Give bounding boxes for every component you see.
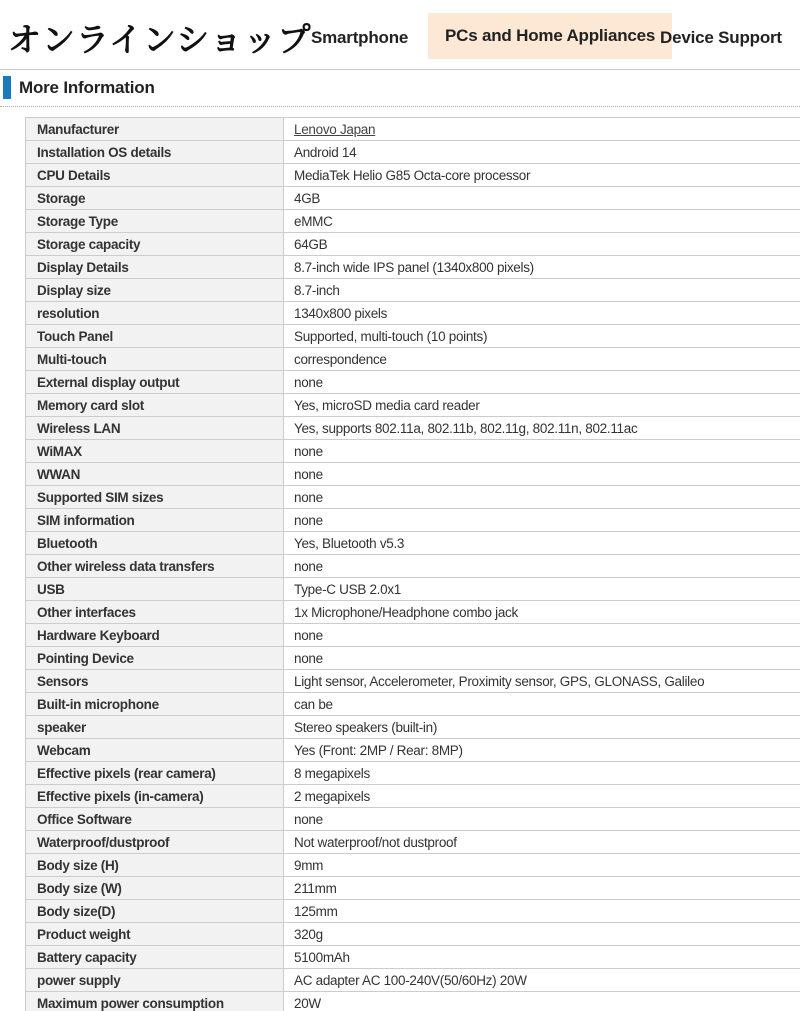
spec-value: 8.7-inch wide IPS panel (1340x800 pixels) xyxy=(284,256,800,279)
spec-label: resolution xyxy=(26,302,284,325)
spec-value: none xyxy=(284,555,800,578)
spec-value: 8 megapixels xyxy=(284,762,800,785)
spec-value: eMMC xyxy=(284,210,800,233)
spec-row xyxy=(26,716,800,739)
spec-label: Sensors xyxy=(26,670,284,693)
spec-row xyxy=(26,601,800,624)
spec-value: 9mm xyxy=(284,854,800,877)
spec-label: Other interfaces xyxy=(26,601,284,624)
spec-row xyxy=(26,394,800,417)
spec-row xyxy=(26,670,800,693)
spec-value: Yes, Bluetooth v5.3 xyxy=(284,532,800,555)
spec-row xyxy=(26,578,800,601)
spec-row xyxy=(26,302,800,325)
spec-label: Multi-touch xyxy=(26,348,284,371)
spec-label: Storage xyxy=(26,187,284,210)
spec-row xyxy=(26,256,800,279)
spec-value: none xyxy=(284,647,800,670)
spec-row xyxy=(26,348,800,371)
spec-value: Type-C USB 2.0x1 xyxy=(284,578,800,601)
spec-row xyxy=(26,946,800,969)
spec-label: Manufacturer xyxy=(26,118,284,141)
spec-label: Other wireless data transfers xyxy=(26,555,284,578)
spec-row xyxy=(26,739,800,762)
spec-label: Wireless LAN xyxy=(26,417,284,440)
spec-value: 20W xyxy=(284,992,800,1011)
spec-label: Memory card slot xyxy=(26,394,284,417)
spec-value: Yes (Front: 2MP / Rear: 8MP) xyxy=(284,739,800,762)
spec-value: 2 megapixels xyxy=(284,785,800,808)
spec-label: Pointing Device xyxy=(26,647,284,670)
spec-label: SIM information xyxy=(26,509,284,532)
spec-label: WWAN xyxy=(26,463,284,486)
spec-row xyxy=(26,440,800,463)
spec-row xyxy=(26,854,800,877)
spec-value: correspondence xyxy=(284,348,800,371)
spec-label: CPU Details xyxy=(26,164,284,187)
spec-label: Maximum power consumption xyxy=(26,992,284,1011)
spec-label: Effective pixels (in-camera) xyxy=(26,785,284,808)
spec-label: Webcam xyxy=(26,739,284,762)
spec-value: none xyxy=(284,371,800,394)
spec-value: Yes, microSD media card reader xyxy=(284,394,800,417)
spec-value: none xyxy=(284,463,800,486)
spec-row xyxy=(26,877,800,900)
spec-row xyxy=(26,233,800,256)
spec-row xyxy=(26,279,800,302)
nav-tab-device-support[interactable]: Device Support xyxy=(660,28,782,47)
spec-value: none xyxy=(284,509,800,532)
spec-value: 5100mAh xyxy=(284,946,800,969)
spec-value: 4GB xyxy=(284,187,800,210)
spec-row xyxy=(26,762,800,785)
spec-label: Touch Panel xyxy=(26,325,284,348)
spec-value: none xyxy=(284,624,800,647)
spec-label: Storage capacity xyxy=(26,233,284,256)
spec-row xyxy=(26,992,800,1011)
spec-row xyxy=(26,118,800,141)
more-information-heading xyxy=(0,70,800,107)
spec-row xyxy=(26,164,800,187)
site-header xyxy=(0,0,800,70)
spec-row xyxy=(26,647,800,670)
spec-value: none xyxy=(284,808,800,831)
spec-value: Stereo speakers (built-in) xyxy=(284,716,800,739)
spec-value: 211mm xyxy=(284,877,800,900)
spec-row xyxy=(26,187,800,210)
spec-label: External display output xyxy=(26,371,284,394)
spec-label: WiMAX xyxy=(26,440,284,463)
spec-label: Product weight xyxy=(26,923,284,946)
manufacturer-link[interactable]: Lenovo Japan xyxy=(294,121,376,137)
spec-row xyxy=(26,555,800,578)
shop-logo[interactable]: オンラインショップ xyxy=(8,21,312,58)
spec-row xyxy=(26,486,800,509)
spec-row xyxy=(26,923,800,946)
spec-label: Office Software xyxy=(26,808,284,831)
spec-row xyxy=(26,417,800,440)
spec-label: Hardware Keyboard xyxy=(26,624,284,647)
spec-row xyxy=(26,463,800,486)
spec-row xyxy=(26,624,800,647)
spec-label: Body size(D) xyxy=(26,900,284,923)
spec-row xyxy=(26,969,800,992)
spec-row xyxy=(26,831,800,854)
spec-label: Supported SIM sizes xyxy=(26,486,284,509)
spec-row xyxy=(26,509,800,532)
spec-label: Battery capacity xyxy=(26,946,284,969)
spec-label: Installation OS details xyxy=(26,141,284,164)
spec-value: Not waterproof/not dustproof xyxy=(284,831,800,854)
spec-value: Light sensor, Accelerometer, Proximity sensor, GPS, GLONASS, Galileo xyxy=(284,670,800,693)
spec-label: Bluetooth xyxy=(26,532,284,555)
spec-value: 1340x800 pixels xyxy=(284,302,800,325)
spec-value: 64GB xyxy=(284,233,800,256)
spec-label: Display Details xyxy=(26,256,284,279)
spec-label: speaker xyxy=(26,716,284,739)
spec-row xyxy=(26,900,800,923)
spec-label: Effective pixels (rear camera) xyxy=(26,762,284,785)
spec-row xyxy=(26,532,800,555)
spec-value xyxy=(284,118,800,141)
spec-row xyxy=(26,210,800,233)
spec-value: Supported, multi-touch (10 points) xyxy=(284,325,800,348)
section-title: More Information xyxy=(19,77,155,97)
spec-value: 8.7-inch xyxy=(284,279,800,302)
spec-row xyxy=(26,785,800,808)
spec-value: 125mm xyxy=(284,900,800,923)
spec-row xyxy=(26,693,800,716)
nav-tab-pcs-and-home-appliances[interactable]: PCs and Home Appliances xyxy=(428,13,672,59)
spec-row xyxy=(26,141,800,164)
spec-label: Body size (W) xyxy=(26,877,284,900)
spec-row xyxy=(26,371,800,394)
spec-label: Body size (H) xyxy=(26,854,284,877)
spec-value: Yes, supports 802.11a, 802.11b, 802.11g, 802.11n, 802.11ac xyxy=(284,417,800,440)
spec-label: Display size xyxy=(26,279,284,302)
spec-row xyxy=(26,325,800,348)
spec-value: none xyxy=(284,486,800,509)
spec-label: Storage Type xyxy=(26,210,284,233)
spec-table-body xyxy=(26,118,800,1011)
spec-label: Built-in microphone xyxy=(26,693,284,716)
heading-accent-bar xyxy=(3,76,11,99)
spec-row xyxy=(26,808,800,831)
nav-tab-smartphone[interactable]: Smartphone xyxy=(311,28,409,47)
spec-value: none xyxy=(284,440,800,463)
spec-value: MediaTek Helio G85 Octa-core processor xyxy=(284,164,800,187)
spec-table xyxy=(25,117,800,1011)
spec-label: Waterproof/dustproof xyxy=(26,831,284,854)
spec-label: power supply xyxy=(26,969,284,992)
spec-value: can be xyxy=(284,693,800,716)
spec-value: 1x Microphone/Headphone combo jack xyxy=(284,601,800,624)
spec-value: Android 14 xyxy=(284,141,800,164)
spec-value: AC adapter AC 100-240V(50/60Hz) 20W xyxy=(284,969,800,992)
spec-label: USB xyxy=(26,578,284,601)
spec-value: 320g xyxy=(284,923,800,946)
